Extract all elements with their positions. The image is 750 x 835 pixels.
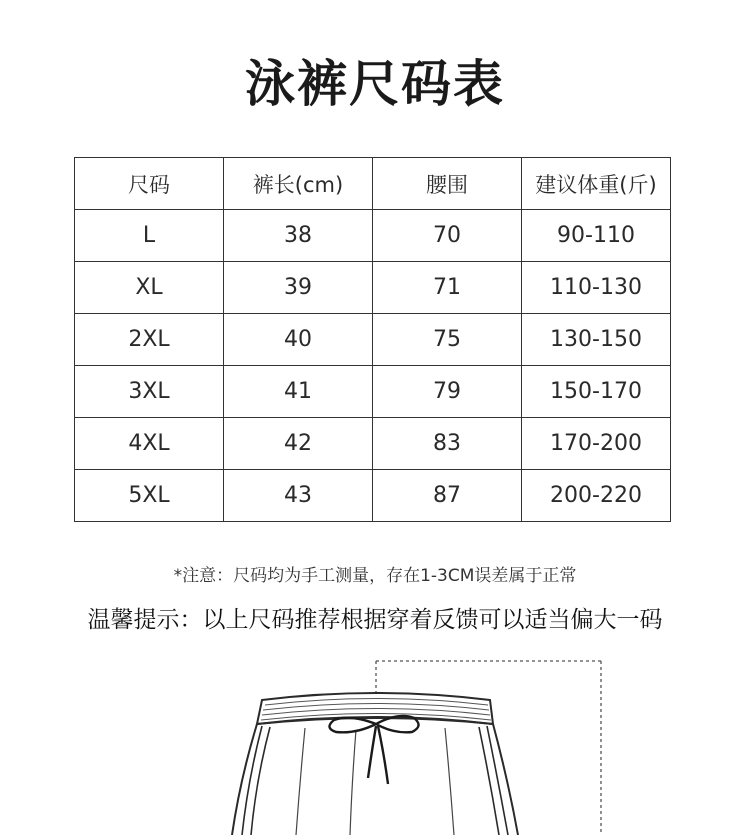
cell-length: 39 xyxy=(224,262,373,314)
cell-length: 38 xyxy=(224,210,373,262)
cell-size: XL xyxy=(75,262,224,314)
table-row xyxy=(75,470,671,522)
cell-waist: 75 xyxy=(373,314,522,366)
cell-size: 2XL xyxy=(75,314,224,366)
measurement-note: *注意：尺码均为手工测量，存在1-3CM误差属于正常 xyxy=(173,566,577,586)
page-title: 泳裤尺码表 xyxy=(245,55,505,113)
table-row xyxy=(75,262,671,314)
cell-waist: 87 xyxy=(373,470,522,522)
fold-lines xyxy=(296,728,454,835)
cell-weight: 130-150 xyxy=(522,314,671,366)
cell-length: 42 xyxy=(224,418,373,470)
cell-length: 40 xyxy=(224,314,373,366)
drawstring xyxy=(329,716,418,784)
cell-size: 5XL xyxy=(75,470,224,522)
table-row xyxy=(75,366,671,418)
swim-shorts-drawing xyxy=(0,650,750,835)
cell-size: 3XL xyxy=(75,366,224,418)
cell-waist: 70 xyxy=(373,210,522,262)
cell-waist: 71 xyxy=(373,262,522,314)
cell-size: 4XL xyxy=(75,418,224,470)
sizing-tip: 温馨提示：以上尺码推荐根据穿着反馈可以适当偏大一码 xyxy=(87,607,663,633)
header-length: 裤长(cm) xyxy=(224,158,373,210)
table-header-row xyxy=(75,158,671,210)
cell-length: 43 xyxy=(224,470,373,522)
side-stripes xyxy=(242,726,508,835)
cell-weight: 150-170 xyxy=(522,366,671,418)
dashed-measure-lines xyxy=(376,661,601,835)
header-waist: 腰围 xyxy=(373,158,522,210)
cell-weight: 110-130 xyxy=(522,262,671,314)
table-row xyxy=(75,314,671,366)
cell-size: L xyxy=(75,210,224,262)
size-table xyxy=(74,157,671,522)
table-row xyxy=(75,210,671,262)
cell-waist: 79 xyxy=(373,366,522,418)
cell-weight: 90-110 xyxy=(522,210,671,262)
waistband xyxy=(257,693,493,724)
cell-waist: 83 xyxy=(373,418,522,470)
header-size: 尺码 xyxy=(75,158,224,210)
cell-weight: 170-200 xyxy=(522,418,671,470)
header-weight: 建议体重(斤) xyxy=(522,158,671,210)
cell-length: 41 xyxy=(224,366,373,418)
table-row xyxy=(75,418,671,470)
cell-weight: 200-220 xyxy=(522,470,671,522)
